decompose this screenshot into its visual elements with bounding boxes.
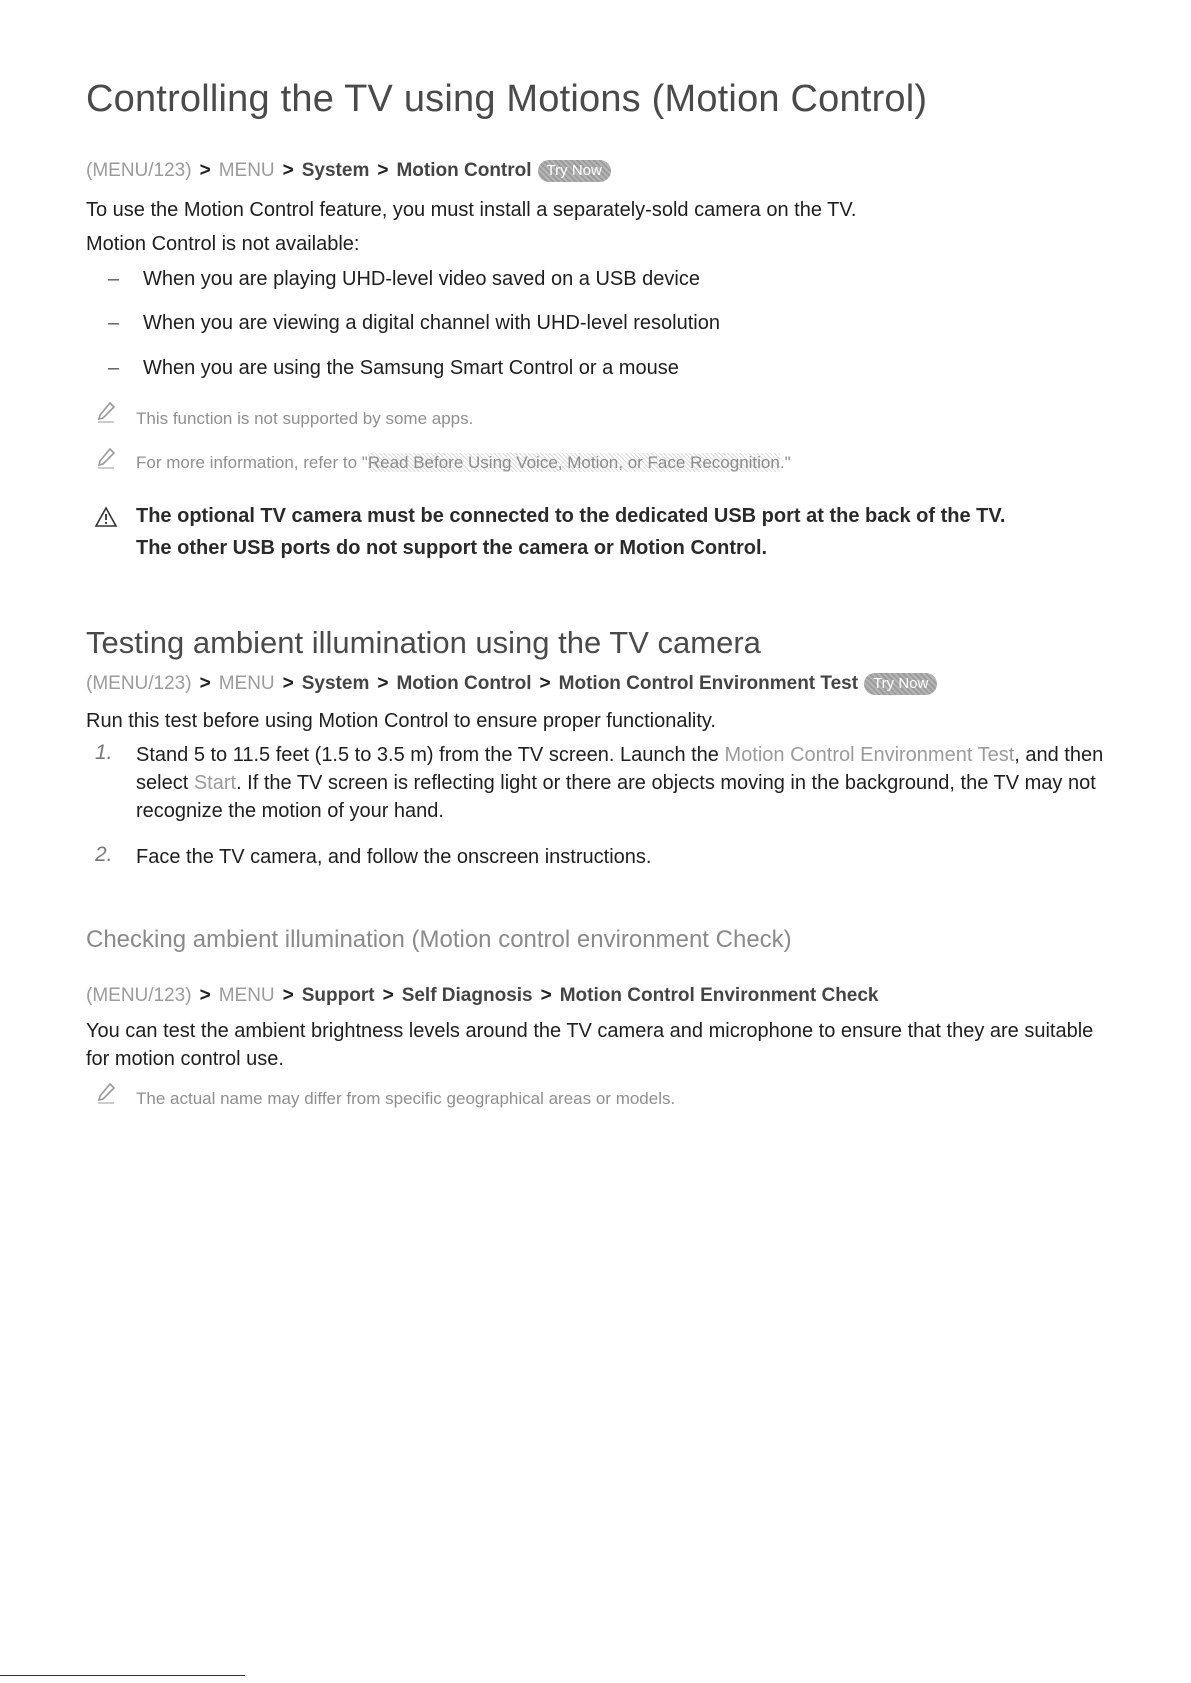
breadcrumb-item[interactable]: MENU [218,985,275,1006]
note-text: The actual name may differ from specific geographical areas or models. [136,1089,676,1108]
try-now-button[interactable]: Try Now [864,673,937,695]
pencil-icon [96,1083,116,1105]
chevron-right-icon: > [199,673,211,695]
pencil-icon [96,448,116,470]
breadcrumb [86,673,937,695]
note-text [136,453,791,473]
bullet-mark: – [108,268,120,290]
note-text: This function is not supported by some apps. [136,409,474,428]
breadcrumb-item[interactable]: System [301,160,370,182]
chevron-right-icon: > [377,673,389,695]
chevron-right-icon: > [199,985,211,1006]
breadcrumb-item[interactable]: MENU [218,673,275,695]
chevron-right-icon: > [382,985,394,1006]
footer-rule [0,1675,245,1676]
breadcrumb-item[interactable]: (MENU/123) [86,673,192,695]
chevron-right-icon: > [539,673,551,695]
not-available-text: Motion Control is not available: [86,233,360,255]
list-item: When you are using the Samsung Smart Control or a mouse [143,357,679,379]
step-text [136,741,1116,825]
step-text-part: . If the TV screen is reflecting light or there are objects moving in the background, the TV may not recognize the motion of your hand. [136,772,1096,822]
note-prefix: For more information, refer to " [136,453,368,472]
breadcrumb-item[interactable]: System [301,673,370,695]
chevron-right-icon: > [282,160,294,182]
chevron-right-icon: > [282,985,294,1006]
intro-text: Run this test before using Motion Control to ensure proper functionality. [86,710,716,732]
note-suffix: ." [779,453,791,472]
breadcrumb-item[interactable]: Support [301,985,375,1006]
page-title: Controlling the TV using Motions (Motion Control) [86,78,928,120]
chevron-right-icon: > [199,160,211,182]
list-item: When you are playing UHD-level video saved on a USB device [143,268,700,290]
subsection-heading: Checking ambient illumination (Motion control environment Check) [86,926,792,953]
chevron-right-icon: > [377,160,389,182]
body-text: You can test the ambient brightness levels around the TV camera and microphone to ensure that they are suitable for motion control use. [86,1020,1094,1070]
chevron-right-icon: > [282,673,294,695]
step-text: Face the TV camera, and follow the onscreen instructions. [136,846,652,868]
chevron-right-icon: > [540,985,552,1006]
breadcrumb-item[interactable]: MENU [218,160,275,182]
section-heading: Testing ambient illumination using the TV camera [86,625,761,660]
step-text-part: Stand 5 to 11.5 feet (1.5 to 3.5 m) from the TV screen. Launch the [136,744,725,766]
breadcrumb-item[interactable]: Motion Control [396,160,532,182]
warning-triangle-icon [94,506,118,528]
bullet-mark: – [108,312,120,334]
step-number: 2. [95,843,113,866]
breadcrumb-item[interactable]: Motion Control Environment Check [559,985,879,1006]
step-number: 1. [95,741,113,764]
step-text-part: , and then select [136,744,1104,794]
breadcrumb-item[interactable]: Motion Control [396,673,532,695]
bullet-mark: – [108,357,120,379]
breadcrumb-item[interactable]: (MENU/123) [86,985,192,1006]
breadcrumb [86,985,879,1007]
reference-link[interactable]: Read Before Using Voice, Motion, or Face Recognition [367,453,780,472]
try-now-button[interactable]: Try Now [538,160,611,182]
menu-reference: Motion Control Environment Test [724,744,1015,766]
breadcrumb-item[interactable]: Motion Control Environment Test [558,673,859,695]
intro-text: To use the Motion Control feature, you must install a separately-sold camera on the TV. [86,199,857,221]
pencil-icon [96,402,116,424]
menu-reference: Start [193,772,237,794]
breadcrumb-item[interactable]: (MENU/123) [86,160,192,182]
breadcrumb [86,160,611,182]
list-item: When you are viewing a digital channel with UHD-level resolution [143,312,720,334]
warning-line: The optional TV camera must be connected to the dedicated USB port at the back of the TV. [136,505,1006,527]
warning-text [136,500,1116,564]
warning-line: The other USB ports do not support the camera or Motion Control. [136,537,768,559]
breadcrumb-item[interactable]: Self Diagnosis [401,985,533,1006]
